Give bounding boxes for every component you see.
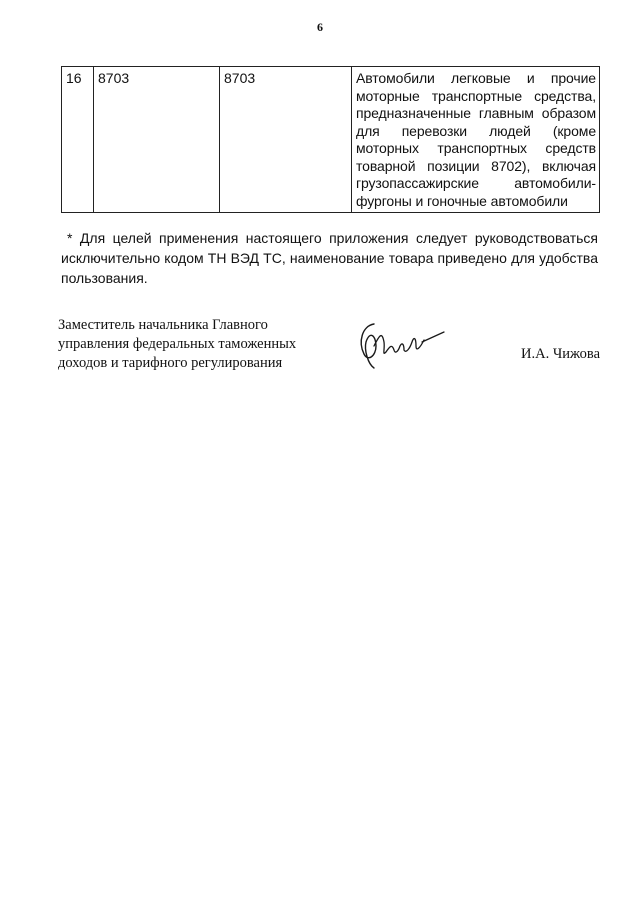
hs-code-cell-secondary: 8703 bbox=[220, 67, 352, 213]
row-number-cell: 16 bbox=[62, 67, 94, 213]
handwritten-signature-icon bbox=[352, 312, 452, 372]
signer-position bbox=[58, 316, 318, 373]
table-row bbox=[62, 67, 600, 213]
page-number: 6 bbox=[317, 20, 323, 34]
footnote: * Для целей применения настоящего приложения следует руководствоваться исключительно кодом ТН ВЭД ТС, наименование товара приведено для удобства пользования. bbox=[61, 230, 598, 286]
signer-position-line: Заместитель начальника Главного bbox=[58, 317, 268, 333]
goods-description-cell: Автомобили легковые и прочие моторные транспортные средства, предназначенные главным образом для перевозки людей (кроме моторных транспортных средств товарной позиции 8702), включая грузопассажирские автомобили-фургоны и гоночные автомобили bbox=[352, 67, 600, 213]
goods-table bbox=[61, 66, 600, 213]
signer-position-line: управления федеральных таможенных bbox=[58, 336, 297, 352]
signer-position-line: доходов и тарифного регулирования bbox=[58, 355, 283, 371]
hs-code-cell: 8703 bbox=[94, 67, 220, 213]
signer-name: И.А. Чижова bbox=[521, 346, 600, 362]
